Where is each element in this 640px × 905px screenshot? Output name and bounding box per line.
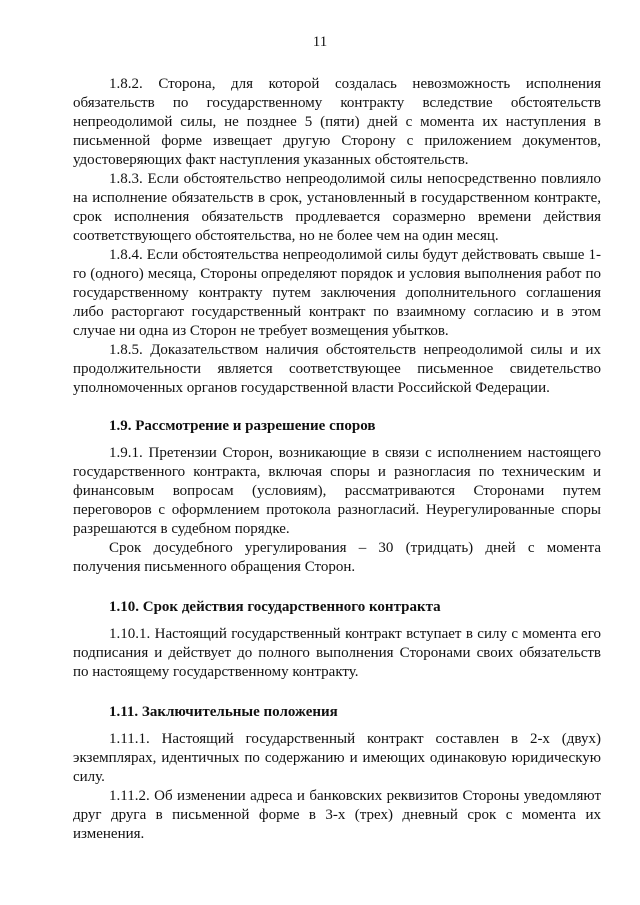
paragraph-1-9-term: Срок досудебного урегулирования – 30 (тридцать) дней с момента получения письменного обращения Сторон. — [73, 540, 601, 575]
page-number: 11 — [312, 34, 328, 50]
paragraph-1-9-1: 1.9.1. Претензии Сторон, возникающие в связи с исполнением настоящего государственного контракта, включая споры и разногласия по техническим и финансовым вопросам (условиям), рассматриваются Сторонами путем переговоров с оформлением протокола разногласий. Неурегулированные споры разрешаются в судебном порядке. — [73, 445, 601, 537]
section-heading-1-11: 1.11. Заключительные положения — [109, 704, 338, 720]
section-spacer — [73, 577, 601, 598]
document-body — [73, 75, 601, 844]
section-heading-1-9: 1.9. Рассмотрение и разрешение споров — [109, 418, 376, 434]
heading-spacer — [73, 617, 601, 625]
paragraph-1-8-4: 1.8.4. Если обстоятельства непреодолимой силы будут действовать свыше 1-го (одного) месяца, Стороны определяют порядок и условия выполнения работ по государственному контракту путем заключения дополнительного соглашения либо расторгают государственный контракт по взаимному согласию и в этом случае ни одна из Сторон не требует возмещения убытков. — [73, 247, 601, 339]
section-spacer — [73, 398, 601, 417]
paragraph-1-8-3: 1.8.3. Если обстоятельство непреодолимой силы непосредственно повлияло на исполнение обязательств в срок, установленный в государственном контракте, срок исполнения обязательств продлевается соразмерно времени действия соответствующего обстоятельства, но не более чем на один месяц. — [73, 171, 601, 244]
paragraph-1-8-5: 1.8.5. Доказательством наличия обстоятельств непреодолимой силы и их продолжительности является соответствующее письменное свидетельство уполномоченных органов государственной власти Российской Федерации. — [73, 342, 601, 396]
paragraph-1-11-1: 1.11.1. Настоящий государственный контракт составлен в 2-х (двух) экземплярах, идентичных по содержанию и имеющих одинаковую юридическую силу. — [73, 731, 601, 785]
paragraph-1-8-2: 1.8.2. Сторона, для которой создалась невозможность исполнения обязательств по государственному контракту вследствие обстоятельств непреодолимой силы, не позднее 5 (пяти) дней с момента их наступления в письменной форме извещает другую Сторону с приложением документов, удостоверяющих факт наступления указанных обстоятельств. — [73, 76, 601, 168]
paragraph-1-10-1: 1.10.1. Настоящий государственный контракт вступает в силу с момента его подписания и действует до полного выполнения Сторонами своих обязательств по настоящему государственному контракту. — [73, 626, 601, 680]
section-spacer — [73, 682, 601, 703]
heading-spacer — [73, 436, 601, 444]
heading-spacer — [73, 722, 601, 730]
section-heading-1-10: 1.10. Срок действия государственного контракта — [109, 599, 441, 615]
paragraph-1-11-2: 1.11.2. Об изменении адреса и банковских реквизитов Стороны уведомляют друг друга в письменной форме в 3-х (трех) дневный срок с момента их изменения. — [73, 788, 601, 842]
